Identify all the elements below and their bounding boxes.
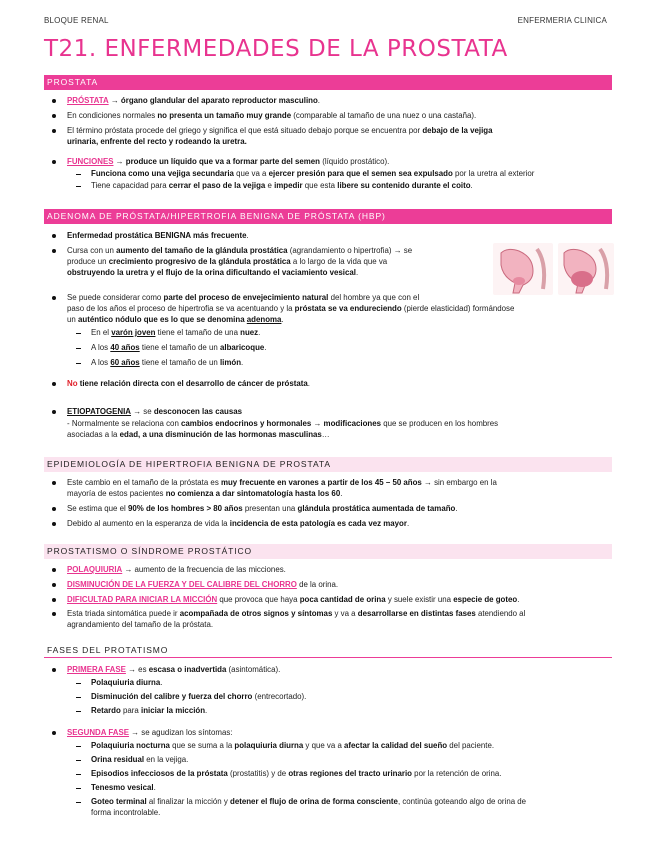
text-line: urinaria, enfrente del recto y rodeando la uretra.: [67, 137, 247, 146]
dash-marker: [76, 348, 81, 349]
section-header-hbp: ADENOMA DE PRÓSTATA/HIPERTROFIA BENIGNA DE PRÓSTATA (HBP): [44, 209, 612, 224]
text-line: agrandamiento del tamaño de la próstata.: [67, 620, 214, 629]
bullet-dot: [52, 583, 56, 587]
text-line: ETIOPATOGENIA → se desconocen las causas: [67, 407, 242, 416]
text-line: Este cambio en el tamaño de la próstata es muy frecuente en varones a partir de los 45 – 50 años → sin embargo en la: [67, 478, 497, 487]
text-line: PRIMERA FASE → es escasa o inadvertida (asintomática).: [67, 665, 281, 674]
text-line: Polaquiuria nocturna que se suma a la polaquiuria diurna y que va a afectar la calidad del sueño del paciente.: [91, 741, 495, 750]
dash-marker: [76, 746, 81, 747]
bullet-dot: [52, 296, 56, 300]
bullet-dot: [52, 160, 56, 164]
bullet-dot: [52, 612, 56, 616]
text-line: No tiene relación directa con el desarrollo de cáncer de próstata.: [67, 379, 310, 388]
dash-marker: [76, 174, 81, 175]
dash-marker: [76, 333, 81, 334]
dash-marker: [76, 186, 81, 187]
text-line: A los 60 años tiene el tamaño de un limón.: [91, 358, 244, 367]
text-line: un auténtico nódulo que es lo que se denomina adenoma.: [67, 315, 284, 324]
bullet-dot: [52, 668, 56, 672]
text-line: - Normalmente se relaciona con cambios endocrinos y hormonales → modificaciones que se producen en los hombres: [67, 419, 499, 428]
bullet-dot: [52, 568, 56, 572]
normal-prostate-illustration: [493, 243, 553, 295]
section-header-prostatismo: PROSTATISMO O SÍNDROME PROSTÁTICO: [44, 544, 612, 559]
bullet-dot: [52, 114, 56, 118]
text-line: DISMINUCIÓN DE LA FUERZA Y DEL CALIBRE DEL CHORRO de la orina.: [67, 580, 339, 589]
bullet-dot: [52, 731, 56, 735]
text-line: forma incontrolable.: [91, 808, 161, 817]
section-header-prostata: PROSTATA: [44, 75, 612, 90]
text-line: Debido al aumento en la esperanza de vida la incidencia de esta patología es cada vez mayor.: [67, 519, 410, 528]
text-line: Tiene capacidad para cerrar el paso de la vejiga e impedir que esta libere su contenido durante el coito.: [91, 181, 473, 190]
text-line: POLAQUIURIA → aumento de la frecuencia de las micciones.: [67, 565, 286, 574]
bullet-dot: [52, 481, 56, 485]
dash-marker: [76, 802, 81, 803]
bullet-dot: [52, 507, 56, 511]
text-line: produce un crecimiento progresivo de la glándula prostática a lo largo de la vida que va: [67, 257, 388, 266]
dash-marker: [76, 711, 81, 712]
dash-marker: [76, 683, 81, 684]
text-line: FUNCIONES → produce un líquido que va a formar parte del semen (líquido prostático).: [67, 157, 390, 166]
text-line: Orina residual en la vejiga.: [91, 755, 189, 764]
dash-marker: [76, 760, 81, 761]
enlarged-prostate-illustration: [558, 243, 614, 295]
text-line: En condiciones normales no presenta un tamaño muy grande (comparable al tamaño de una nuez o una castaña).: [67, 111, 477, 120]
text-line: Funciona como una vejiga secundaria que va a ejercer presión para que el semen sea expulsado por la uretra al exterior: [91, 169, 535, 178]
dash-marker: [76, 788, 81, 789]
text-line: Retardo para iniciar la micción.: [91, 706, 208, 715]
text-line: Polaquiuria diurna.: [91, 678, 163, 687]
bullet-dot: [52, 129, 56, 133]
text-line: Se puede considerar como parte del proceso de envejecimiento natural del hombre ya que con el: [67, 293, 420, 302]
text-line: Disminución del calibre y fuerza del chorro (entrecortado).: [91, 692, 307, 701]
bullet-dot: [52, 382, 56, 386]
text-line: Episodios infecciosos de la próstata (prostatitis) y de otras regiones del tracto urinario por la retención de orina.: [91, 769, 502, 778]
text-line: PRÓSTATA → órgano glandular del aparato reproductor masculino.: [67, 96, 320, 105]
text-line: Tenesmo vesical.: [91, 783, 156, 792]
bullet-dot: [52, 410, 56, 414]
text-line: Se estima que el 90% de los hombres > 80 años presentan una glándula prostática aumentada de tamaño.: [67, 504, 458, 513]
text-line: obstruyendo la uretra y el flujo de la orina dificultando el vaciamiento vesical.: [67, 268, 359, 277]
text-line: SEGUNDA FASE → se agudizan los síntomas:: [67, 728, 233, 737]
text-line: A los 40 años tiene el tamaño de un albaricoque.: [91, 343, 267, 352]
section-header-fases: FASES DEL PROTATISMO: [44, 644, 612, 658]
section-header-epidemiologia: EPIDEMIOLOGÍA DE HIPERTROFIA BENIGNA DE PROSTATA: [44, 457, 612, 472]
text-line: Goteo terminal al finalizar la micción y detener el flujo de orina de forma consciente, continúa goteando algo de orina de: [91, 797, 527, 806]
dash-marker: [76, 697, 81, 698]
text-line: Enfermedad prostática BENIGNA más frecuente.: [67, 231, 249, 240]
text-line: asociadas a la edad, a una disminución de las hormonas masculinas…: [67, 430, 330, 439]
bullet-dot: [52, 234, 56, 238]
text-line: paso de los años el proceso de hipertrofia se va acentuando y la próstata se va endureciendo (pierde elasticidad) formándose: [67, 304, 515, 313]
text-line: Esta triada sintomática puede ir acompañada de otros signos y síntomas y va a desarrollarse en distintas fases atendiendo al: [67, 609, 526, 618]
text-line: mayoría de estos pacientes no comienza a dar sintomatología hasta los 60.: [67, 489, 343, 498]
running-header-left: BLOQUE RENAL: [44, 16, 109, 25]
bullet-dot: [52, 522, 56, 526]
page-title: T21. ENFERMEDADES DE LA PROSTATA: [44, 36, 508, 62]
dash-marker: [76, 363, 81, 364]
text-line: DIFICULTAD PARA INICIAR LA MICCIÓN que provoca que haya poca cantidad de orina y suele existir una especie de goteo.: [67, 595, 520, 604]
text-line: El término próstata procede del griego y significa el que está situado debajo porque se encuentra por debajo de la vejiga: [67, 126, 493, 135]
running-header-right: ENFERMERIA CLINICA: [517, 16, 607, 25]
bullet-dot: [52, 249, 56, 253]
text-line: Cursa con un aumento del tamaño de la glándula prostática (agrandamiento o hipertrofia) → se: [67, 246, 413, 255]
dash-marker: [76, 774, 81, 775]
bullet-dot: [52, 598, 56, 602]
text-line: En el varón joven tiene el tamaño de una nuez.: [91, 328, 261, 337]
bullet-dot: [52, 99, 56, 103]
